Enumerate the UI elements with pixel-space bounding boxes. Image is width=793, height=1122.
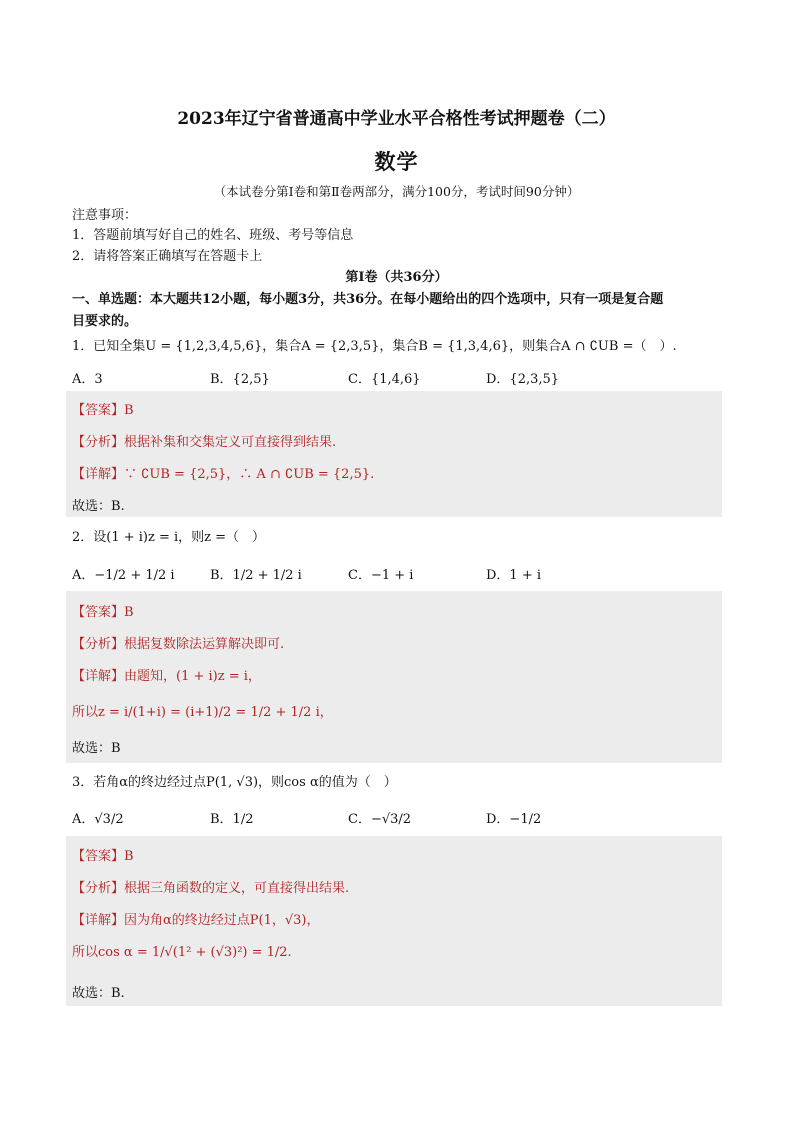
q2-stem: 2．设(1 + i)z = i，则z =（ ） <box>72 530 266 545</box>
q1-choice: 故选：B. <box>72 499 125 514</box>
section-instruction-1: 一、单选题：本大题共12小题，每小题3分，共36分。在每小题给出的四个选项中，只有一项是复合题 <box>72 292 664 307</box>
q3-detail-2: 所以cos α = 1/√(1² + (√3)²) = 1/2. <box>72 945 292 960</box>
q2-option-c: C．−1 + i <box>348 568 414 583</box>
q3-answer: 【答案】B <box>72 849 134 864</box>
exam-title: 2023年辽宁省普通高中学业水平合格性考试押题卷（二） <box>177 109 616 129</box>
q2-analysis: 【分析】根据复数除法运算解决即可. <box>72 637 285 652</box>
q2-option-a: A．−1/2 + 1/2 i <box>72 568 175 583</box>
q2-detail-2: 所以z = i/(1+i) = (i+1)/2 = 1/2 + 1/2 i， <box>72 705 333 720</box>
q2-choice: 故选：B <box>72 741 121 756</box>
q3-option-b: B．1/2 <box>210 812 254 827</box>
q3-analysis: 【分析】根据三角函数的定义，可直接得出结果. <box>72 881 350 896</box>
q1-option-b: B．{2,5} <box>210 372 270 387</box>
q1-option-c: C．{1,4,6} <box>348 372 421 387</box>
q3-option-a: A．√3/2 <box>72 812 124 827</box>
q2-detail-1: 【详解】由题知，(1 + i)z = i， <box>72 669 261 684</box>
notes-item-2: 2．请将答案正确填写在答题卡上 <box>72 249 263 264</box>
q1-analysis: 【分析】根据补集和交集定义可直接得到结果. <box>72 435 337 450</box>
q3-choice: 故选：B. <box>72 986 125 1001</box>
q1-answer: 【答案】B <box>72 403 134 418</box>
q3-stem: 3．若角α的终边经过点P(1, √3)，则cos α的值为（ ） <box>72 775 397 790</box>
q1-stem: 1．已知全集U = {1,2,3,4,5,6}，集合A = {2,3,5}，集合B = {1,3,4,6}，则集合A ∩ ∁UB =（ ）. <box>72 339 677 354</box>
q3-option-c: C．−√3/2 <box>348 812 412 827</box>
q1-answer-box <box>66 391 722 517</box>
subject-title: 数学 <box>374 149 419 174</box>
q1-option-d: D．{2,3,5} <box>486 372 560 387</box>
q2-answer: 【答案】B <box>72 605 134 620</box>
q3-answer-box <box>66 836 722 1006</box>
q3-option-d: D．−1/2 <box>486 812 542 827</box>
exam-note: （本试卷分第Ⅰ卷和第Ⅱ卷两部分，满分100分，考试时间90分钟） <box>213 184 580 199</box>
q2-answer-box <box>66 591 722 763</box>
notes-heading: 注意事项： <box>72 208 138 223</box>
section-instruction-2: 目要求的。 <box>72 314 138 329</box>
q2-option-d: D．1 + i <box>486 568 542 583</box>
part1-heading: 第Ⅰ卷（共36分） <box>345 270 448 285</box>
q3-detail-1: 【详解】因为角α的终边经过点P(1，√3)， <box>72 913 320 928</box>
notes-item-1: 1．答题前填写好自己的姓名、班级、考号等信息 <box>72 228 354 243</box>
q1-detail: 【详解】∵ ∁UB = {2,5}，∴ A ∩ ∁UB = {2,5}. <box>72 467 375 482</box>
q1-option-a: A．3 <box>72 372 103 387</box>
q2-option-b: B．1/2 + 1/2 i <box>210 568 302 583</box>
